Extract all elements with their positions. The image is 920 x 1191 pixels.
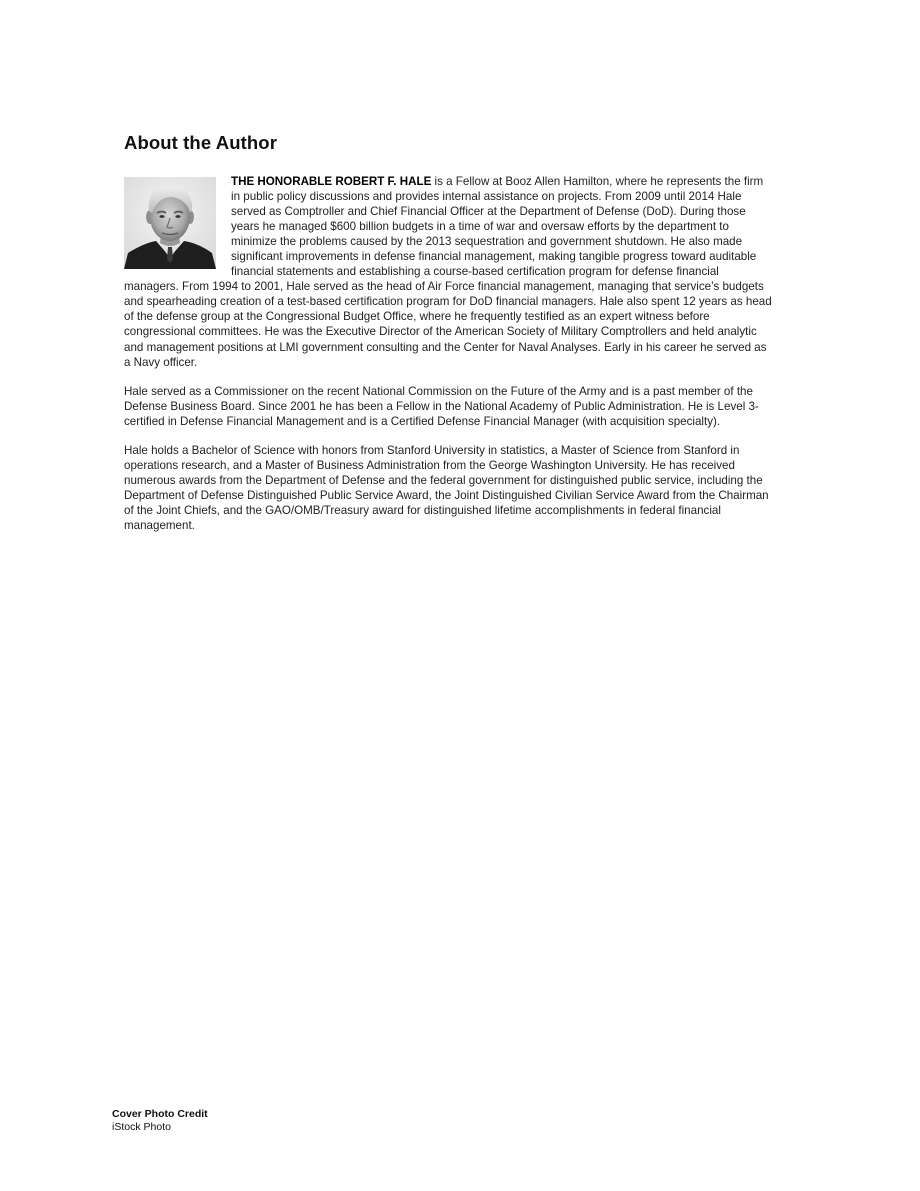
cover-photo-credit xyxy=(112,1108,208,1134)
credit-label: Cover Photo Credit xyxy=(112,1108,208,1120)
bio-paragraph-1 xyxy=(124,174,772,370)
bio-paragraph-1-text: is a Fellow at Booz Allen Hamilton, where he represents the firm in public policy discussions and provides internal assistance on projects. From 2009 until 2014 Hale served as Comptroller and Chief Financial Officer at the Department of Defense (DoD). During those years he managed $600 billion budgets in a time of war and oversaw efforts by the department to minimize the problems caused by the 2013 sequestration and government shutdown. He also made significant improvements in defense financial management, making tangible progress toward auditable financial statements and establishing a course-based certification program for defense financial managers. From 1994 to 2001, Hale served as the head of Air Force financial management, managing that service’s budgets and spearheading creation of a test-based certification program for DoD financial managers. Hale also spent 12 years as head of the defense group at the Congressional Budget Office, where he frequently testified as an expert witness before congressional committees. He was the Executive Director of the American Society of Military Comptrollers and held analytic and management positions at LMI government consulting and the Center for Naval Analyses. Early in his career he served as a Navy officer. xyxy=(124,175,772,369)
credit-value: iStock Photo xyxy=(112,1121,171,1133)
author-portrait-icon xyxy=(124,177,216,269)
bio-paragraph-3: Hale holds a Bachelor of Science with honors from Stanford University in statistics, a Master of Science from Stanford in operations research, and a Master of Business Administration from the George Washington University. He has received numerous awards from the Department of Defense and the federal government for distinguished public service, including the Department of Defense Distinguished Public Service Award, the Joint Distinguished Civilian Service Award from the Chairman of the Joint Chiefs, and the GAO/OMB/Treasury award for distinguished lifetime accomplishments in federal financial management. xyxy=(124,443,769,532)
about-author-section xyxy=(124,132,772,547)
author-name: THE HONORABLE ROBERT F. HALE xyxy=(231,175,432,188)
section-heading: About the Author xyxy=(124,132,277,153)
bio-paragraph-2: Hale served as a Commissioner on the recent National Commission on the Future of the Army and is a past member of the Defense Business Board. Since 2001 he has been a Fellow in the National Academy of Public Administration. He is Level 3-certified in Defense Financial Management and is a Certified Defense Financial Manager (with acquisition specialty). xyxy=(124,384,759,428)
